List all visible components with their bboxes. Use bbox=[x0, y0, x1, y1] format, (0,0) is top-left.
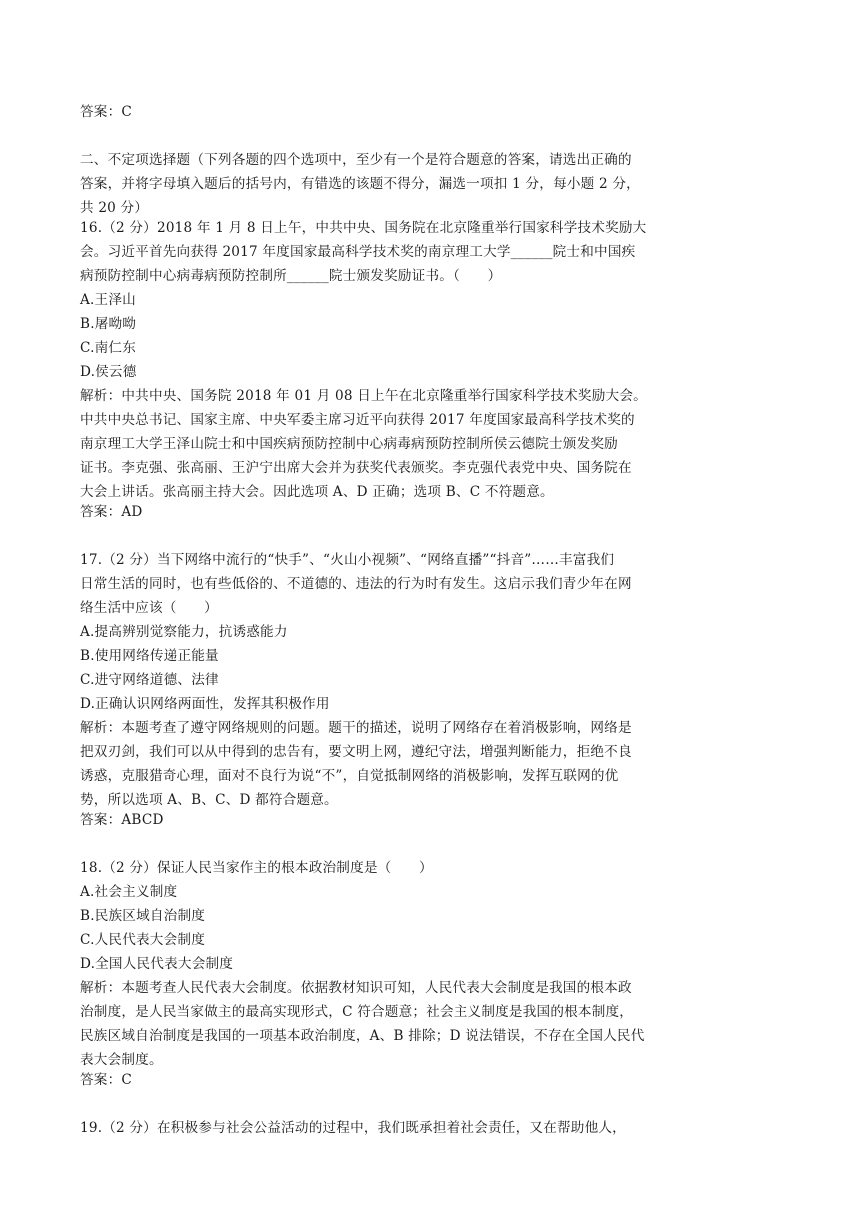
question-16-analysis-line-3: 南京理工大学王泽山院士和中国疾病预防控制中心病毒病预防控制所侯云德院士颁发奖励 bbox=[80, 436, 618, 452]
question-16-option-a: A.王泽山 bbox=[80, 292, 136, 308]
section-heading-line-2: 答案，并将字母填入题后的括号内，有错选的该题不得分，漏选一项扣 1 分，每小题 2 分， bbox=[80, 176, 640, 192]
question-17-option-a: A.提高辨别觉察能力，抗诱惑能力 bbox=[80, 624, 288, 640]
answer-16: 答案：AD bbox=[80, 504, 143, 520]
question-18-text: 18.（2 分）保证人民当家作主的根本政治制度是（ ） bbox=[80, 860, 433, 876]
answer-18: 答案：C bbox=[80, 1072, 132, 1088]
question-16-analysis: 解析：中共中央、国务院 2018 年 01 月 08 日上午在北京隆重举行国家科学技术奖励大会。 bbox=[80, 388, 647, 404]
question-16-analysis-line-2: 中共中央总书记、国家主席、中央军委主席习近平向获得 2017 年度国家最高科学技术奖的 bbox=[80, 412, 635, 428]
question-18-option-a: A.社会主义制度 bbox=[80, 884, 178, 900]
question-18-analysis: 解析：本题考查人民代表大会制度。依据教材知识可知，人民代表大会制度是我国的根本政 bbox=[80, 980, 632, 996]
question-18-option-c: C.人民代表大会制度 bbox=[80, 932, 205, 948]
question-17-analysis: 解析：本题考查了遵守网络规则的问题。题干的描述，说明了网络存在着消极影响，网络是 bbox=[80, 720, 632, 736]
question-18-option-d: D.全国人民代表大会制度 bbox=[80, 956, 234, 972]
question-16-text: 16.（2 分）2018 年 1 月 8 日上午，中共中央、国务院在北京隆重举行国家科学技术奖励大 bbox=[80, 220, 647, 236]
question-17-text-line-3: 络生活中应该（ ） bbox=[80, 600, 218, 616]
question-17-analysis-line-4: 势，所以选项 A、B、C、D 都符合题意。 bbox=[80, 792, 338, 808]
section-heading-line-3: 共 20 分） bbox=[80, 200, 149, 216]
question-17-text: 17.（2 分）当下网络中流行的“快手”、“火山小视频”、“网络直播”“抖音”……丰富我们 bbox=[80, 552, 615, 568]
question-17-option-d: D.正确认识网络两面性，发挥其积极作用 bbox=[80, 696, 330, 712]
answer-17: 答案：ABCD bbox=[80, 812, 164, 828]
question-18-analysis-line-3: 民族区域自治制度是我国的一项基本政治制度，A、B 排除；D 说法错误，不存在全国人民代 bbox=[80, 1028, 645, 1044]
question-16-analysis-line-4: 证书。李克强、张高丽、王沪宁出席大会并为获奖代表颁奖。李克强代表党中央、国务院在 bbox=[80, 460, 632, 476]
question-18-option-b: B.民族区域自治制度 bbox=[80, 908, 206, 924]
question-18-analysis-line-2: 治制度，是人民当家做主的最高实现形式，C 符合题意；社会主义制度是我国的根本制度， bbox=[80, 1004, 634, 1020]
question-16-option-d: D.侯云德 bbox=[80, 364, 137, 380]
question-17-analysis-line-2: 把双刃剑，我们可以从中得到的忠告有，要文明上网，遵纪守法，增强判断能力，拒绝不良 bbox=[80, 744, 632, 760]
question-18-analysis-line-4: 表大会制度。 bbox=[80, 1052, 163, 1068]
question-17-option-c: C.进守网络道德、法律 bbox=[80, 672, 219, 688]
section-heading: 二、不定项选择题（下列各题的四个选项中，至少有一个是符合题意的答案，请选出正确的 bbox=[80, 152, 632, 168]
question-17-text-line-2: 日常生活的同时，也有些低俗的、不道德的、违法的行为时有发生。这启示我们青少年在网 bbox=[80, 576, 632, 592]
question-16-text-line-3: 病预防控制中心病毒病预防控制所______院士颁发奖励证书。（ ） bbox=[80, 268, 502, 284]
question-16-option-c: C.南仁东 bbox=[80, 340, 137, 356]
question-17-analysis-line-3: 诱惑，克服猎奇心理，面对不良行为说“不”，自觉抵制网络的消极影响，发挥互联网的优 bbox=[80, 768, 619, 784]
question-16-option-b: B.屠呦呦 bbox=[80, 316, 137, 332]
question-16-text-line-2: 会。习近平首先向获得 2017 年度国家最高科学技术奖的南京理工大学______院士和中国疾 bbox=[80, 244, 636, 260]
question-19-text: 19.（2 分）在积极参与社会公益活动的过程中，我们既承担着社会责任，又在帮助他人， bbox=[80, 1120, 626, 1136]
question-16-analysis-line-5: 大会上讲话。张高丽主持大会。因此选项 A、D 正确；选项 B、C 不符题意。 bbox=[80, 484, 554, 500]
answer-15: 答案：C bbox=[80, 104, 132, 120]
question-17-option-b: B.使用网络传递正能量 bbox=[80, 648, 219, 664]
